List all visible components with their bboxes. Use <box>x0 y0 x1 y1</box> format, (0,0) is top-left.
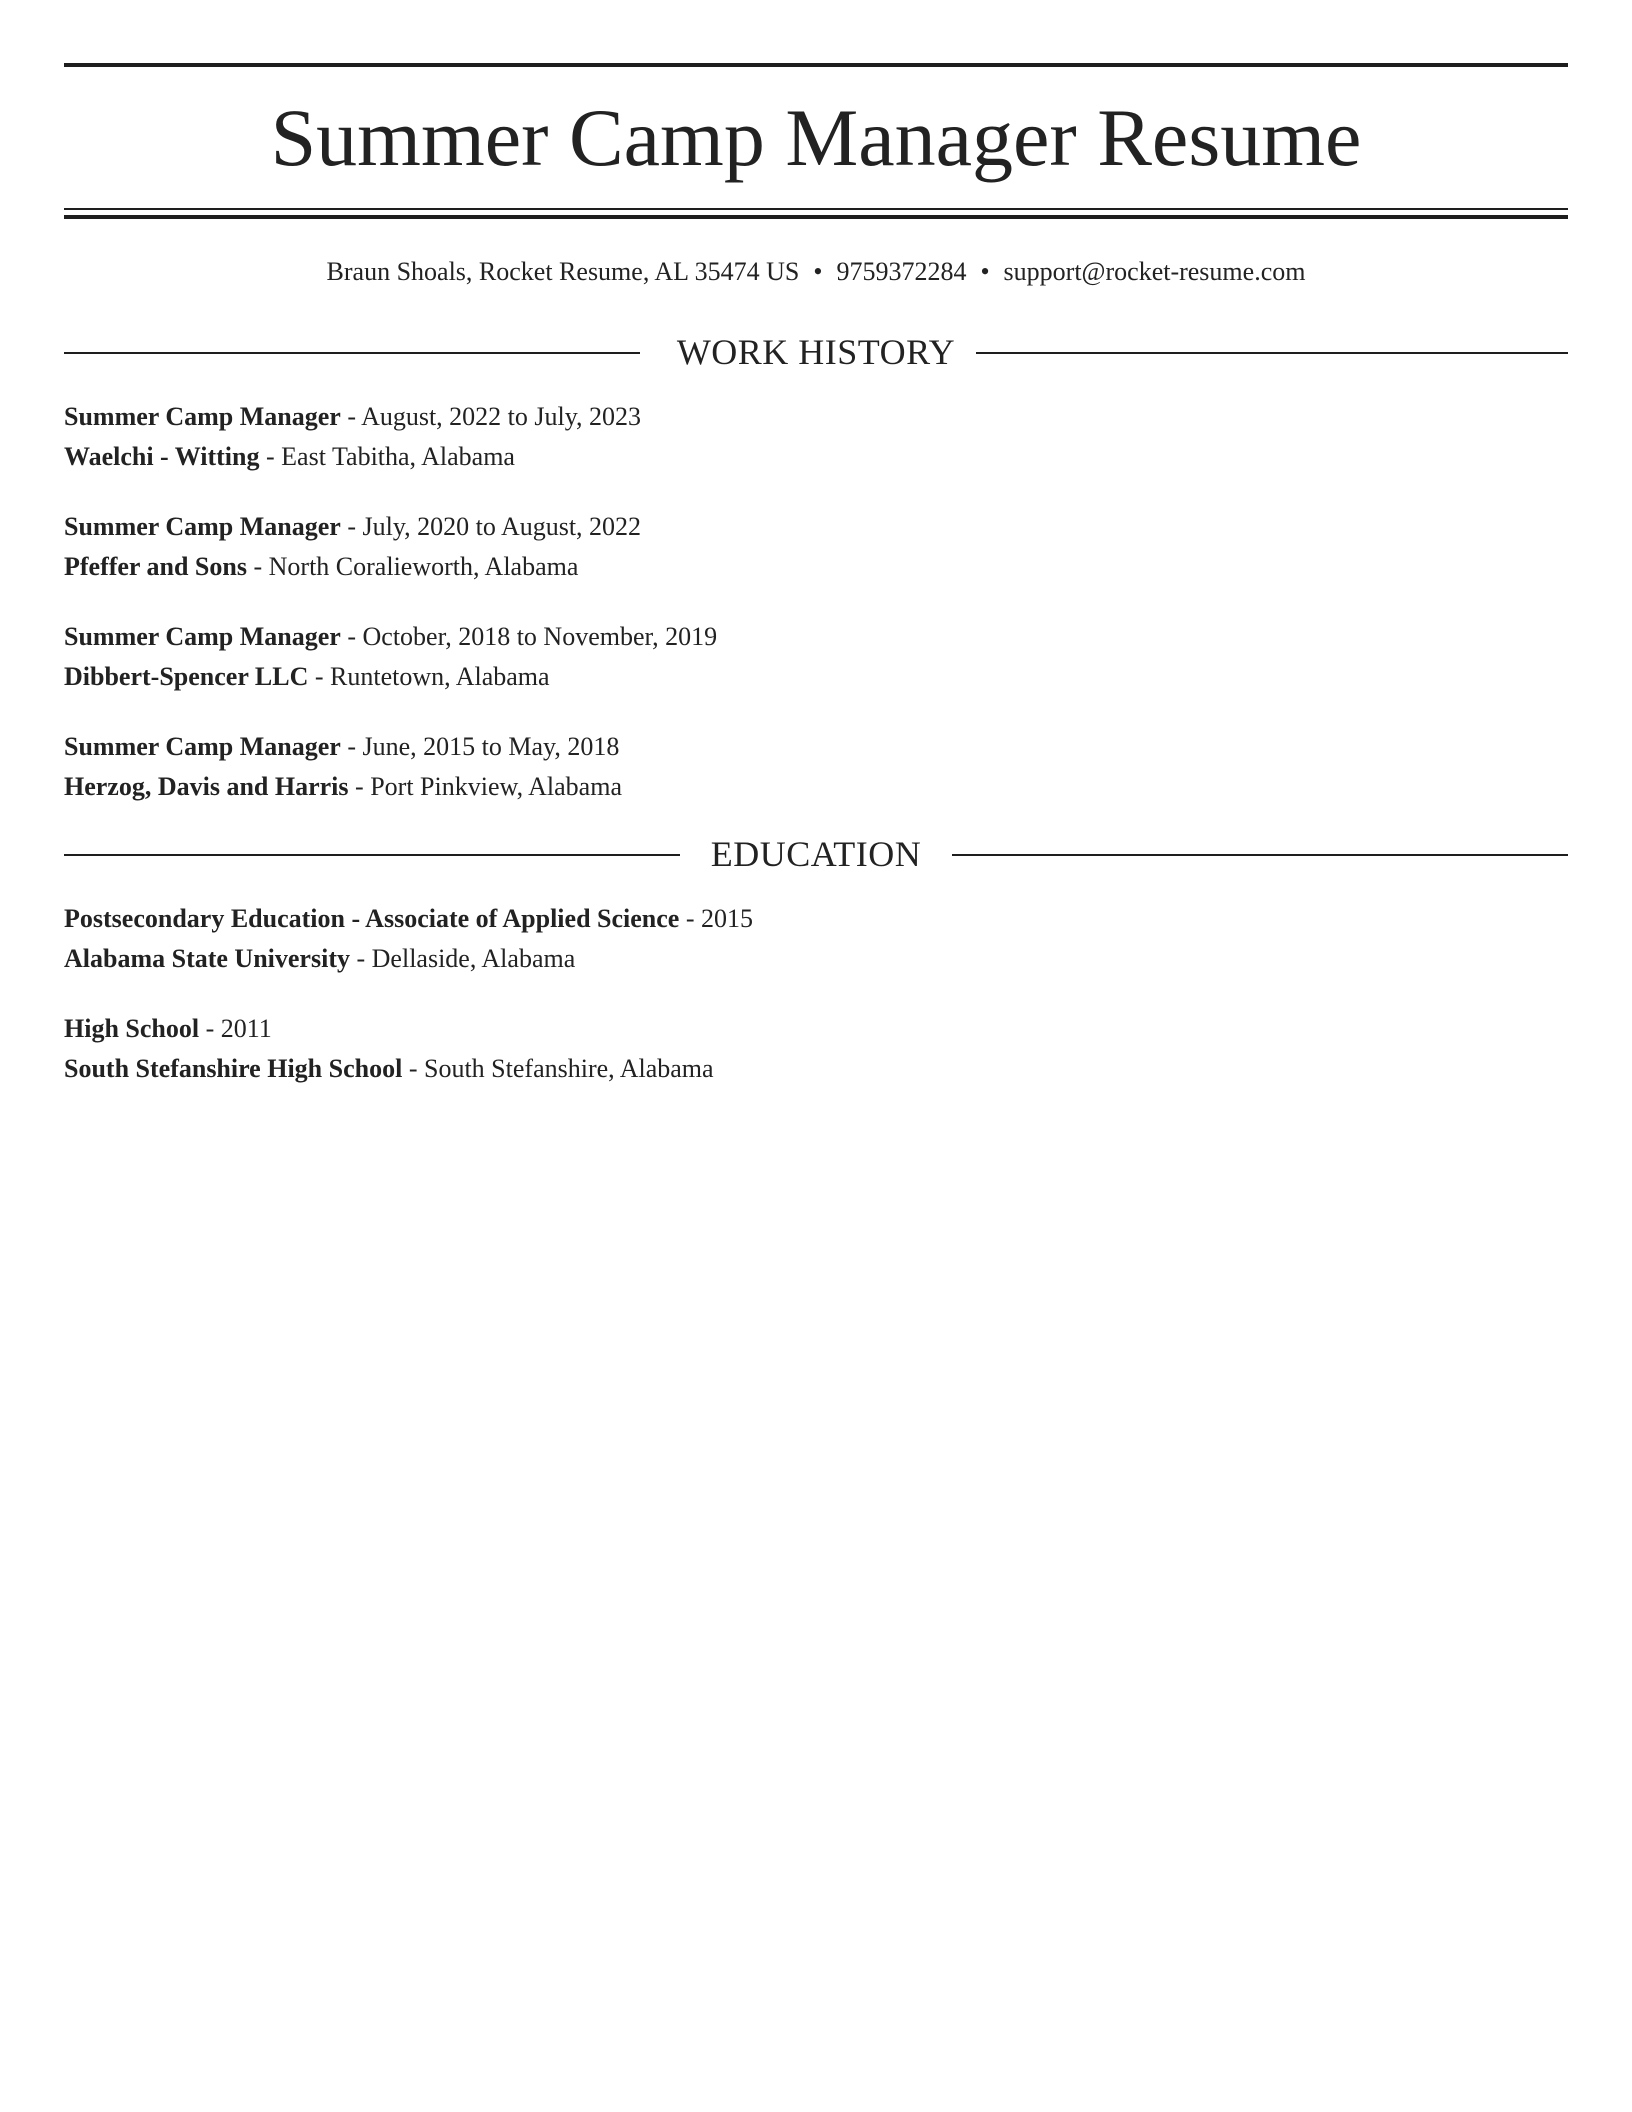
heading-rule-right <box>976 352 1568 354</box>
school-name: South Stefanshire High School <box>64 1054 403 1083</box>
section-title: EDUCATION <box>710 834 922 874</box>
dash: - <box>340 622 363 651</box>
work-entry-position-line <box>64 617 1568 657</box>
education-heading <box>64 829 1568 879</box>
work-entry-employer-line <box>64 767 1568 807</box>
employer-name: Pfeffer and Sons <box>64 552 247 581</box>
work-entry-position-line <box>64 727 1568 767</box>
job-position: Summer Camp Manager <box>64 512 341 541</box>
dash: - <box>308 662 331 691</box>
degree-name: Postsecondary Education - Associate of Applied Science <box>64 904 680 933</box>
work-entry-position-line <box>64 397 1568 437</box>
school-name: Alabama State University <box>64 944 350 973</box>
dash: - <box>349 944 372 973</box>
work-entry-employer-line <box>64 657 1568 697</box>
job-position: Summer Camp Manager <box>64 732 341 761</box>
work-entry <box>64 397 1568 477</box>
work-entry <box>64 727 1568 807</box>
job-dates: June, 2015 to May, 2018 <box>362 732 620 761</box>
contact-phone: 9759372284 <box>836 257 967 286</box>
education-entry-degree-line <box>64 1009 1568 1049</box>
education-entry <box>64 1009 1568 1089</box>
school-location: South Stefanshire, Alabama <box>424 1054 714 1083</box>
title-rule-thick <box>64 215 1568 219</box>
work-entry <box>64 507 1568 587</box>
dash: - <box>348 772 371 801</box>
employer-name: Waelchi - Witting <box>64 442 260 471</box>
heading-rule-right <box>952 854 1568 856</box>
education-entry <box>64 899 1568 979</box>
education-entry-school-line <box>64 1049 1568 1089</box>
employer-name: Dibbert-Spencer LLC <box>64 662 309 691</box>
dash: - <box>402 1054 424 1083</box>
work-entry-employer-line <box>64 437 1568 477</box>
job-dates: August, 2022 to July, 2023 <box>361 402 642 431</box>
contact-separator: • <box>813 257 823 286</box>
school-location: Dellaside, Alabama <box>371 944 576 973</box>
section-title: WORK HISTORY <box>676 332 956 372</box>
employer-location: East Tabitha, Alabama <box>281 442 515 471</box>
dash: - <box>340 402 362 431</box>
work-history-heading <box>64 327 1568 377</box>
education-entry-school-line <box>64 939 1568 979</box>
dash: - <box>340 512 363 541</box>
employer-location: North Coralieworth, Alabama <box>268 552 579 581</box>
dash: - <box>259 442 282 471</box>
resume-title: Summer Camp Manager Resume <box>270 92 1362 183</box>
title-rule-thin <box>64 208 1568 210</box>
job-position: Summer Camp Manager <box>64 622 341 651</box>
education-entry-degree-line <box>64 899 1568 939</box>
work-entry-position-line <box>64 507 1568 547</box>
contact-address: Braun Shoals, Rocket Resume, AL 35474 US <box>326 257 800 286</box>
employer-name: Herzog, Davis and Harris <box>64 772 349 801</box>
graduation-year: 2015 <box>701 904 754 933</box>
work-entry <box>64 617 1568 697</box>
work-entry-employer-line <box>64 547 1568 587</box>
degree-name: High School <box>64 1014 200 1043</box>
employer-location: Port Pinkview, Alabama <box>370 772 622 801</box>
dash: - <box>340 732 363 761</box>
contact-separator: • <box>980 257 990 286</box>
dash: - <box>246 552 269 581</box>
job-dates: July, 2020 to August, 2022 <box>362 512 642 541</box>
dash: - <box>199 1014 221 1043</box>
dash: - <box>679 904 702 933</box>
job-position: Summer Camp Manager <box>64 402 341 431</box>
graduation-year: 2011 <box>220 1014 272 1043</box>
top-rule <box>64 63 1568 67</box>
contact-email: support@rocket-resume.com <box>1003 257 1306 286</box>
employer-location: Runtetown, Alabama <box>330 662 550 691</box>
contact-line <box>64 252 1568 292</box>
job-dates: October, 2018 to November, 2019 <box>362 622 718 651</box>
